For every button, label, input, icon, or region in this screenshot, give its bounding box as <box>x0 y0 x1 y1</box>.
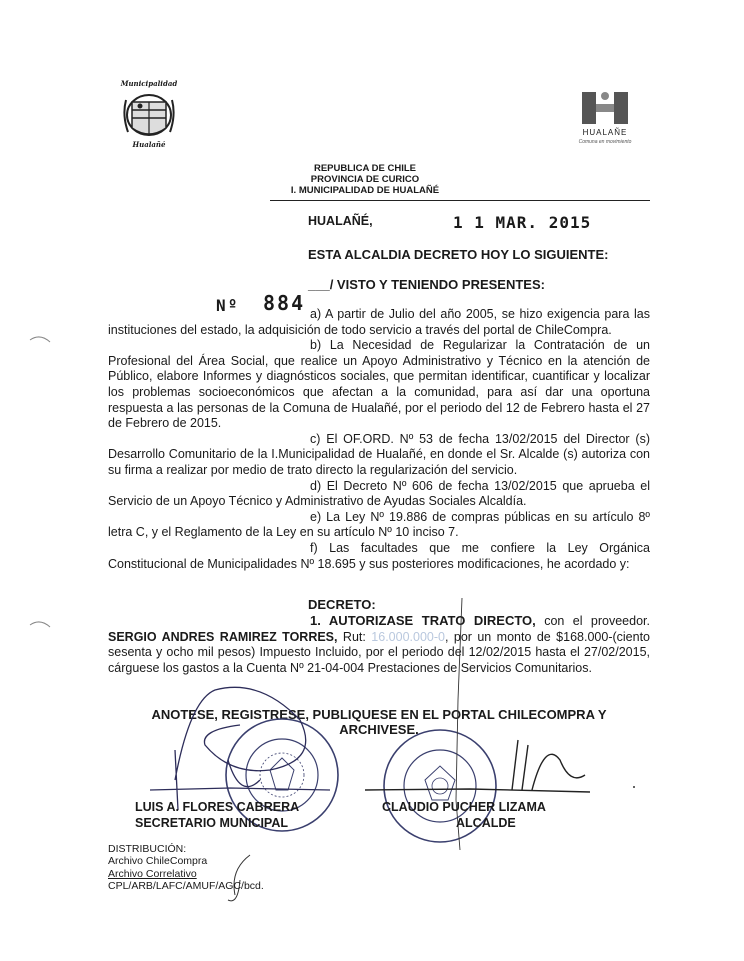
rut-label: Rut: <box>337 629 366 644</box>
distribution-item: CPL/ARB/LAFC/AMUF/AGC/bcd. <box>108 880 264 893</box>
alcalde-name: CLAUDIO PUCHER LIZAMA <box>382 800 546 814</box>
number-stamp-prefix: Nº <box>216 296 240 315</box>
decreto-item-1-text-a: con el proveedor. <box>535 614 650 628</box>
speck <box>633 786 635 788</box>
visto-heading: ___/ VISTO Y TENIENDO PRESENTES: <box>308 277 545 292</box>
date-stamp: 1 1 MAR. 2015 <box>453 213 592 232</box>
distribution-block <box>108 843 264 893</box>
considerando-c: c) El OF.ORD. Nº 53 de fecha 13/02/2015 del Director (s) Desarrollo Comunitario de la I.Municipalidad de Hualañé, en donde el Sr. Alcalde (s) autoriza con su firma a realizar por medio de trato directo la regularización del servicio. <box>108 431 650 477</box>
closing-line-1: ANOTESE, REGISTRESE, PUBLIQUESE EN EL PORTAL CHILECOMPRA Y <box>151 707 607 722</box>
header-rule <box>270 200 650 201</box>
closing-line-2: ARCHIVESE. <box>339 722 419 737</box>
considerando-a: a) A partir de Julio del año 2005, se hizo exigencia para las instituciones del estado, la adquisición de todo servicio a través del portal de ChileCompra. <box>108 307 650 337</box>
distribution-item: Archivo ChileCompra <box>108 855 208 868</box>
number-stamp-value: 884 <box>263 291 306 315</box>
alcalde-signature <box>365 740 590 792</box>
header-municipality: I. MUNICIPALIDAD DE HUALAÑÉ <box>290 185 440 196</box>
secretario-title: SECRETARIO MUNICIPAL <box>135 816 289 830</box>
decree-intro: ESTA ALCALDIA DECRETO HOY LO SIGUIENTE: <box>308 247 609 262</box>
considerando-d: d) El Decreto Nº 606 de fecha 13/02/2015 que aprueba el Servicio de un Apoyo Técnico y Administrativo de Ayudas Sociales Alcaldía. <box>108 478 650 509</box>
secretario-signature <box>150 687 330 810</box>
secretario-name: LUIS A. FLORES CABRERA <box>135 800 300 814</box>
decreto-item-1-label: 1. AUTORIZASE TRATO DIRECTO, <box>310 613 536 628</box>
considerando-e: e) La Ley Nº 19.886 de compras públicas en su artículo 8º letra C, y el Reglamento de la Ley en su artículo Nº 10 inciso 7. <box>108 509 650 540</box>
alcalde-title: ALCALDE <box>456 816 516 830</box>
decreto-item-1 <box>108 613 650 676</box>
distribution-heading: DISTRIBUCIÓN: <box>108 843 187 855</box>
distribution-item: Archivo Correlativo <box>108 867 197 880</box>
brand-tagline: Comuna en movimiento <box>578 139 632 145</box>
considerando-f: f) Las facultades que me confiere la Ley Orgánica Constitucional de Municipalidades Nº 18.695 y sus posteriores modificaciones, he acordado y: <box>108 540 650 571</box>
place-name: HUALAÑÉ, <box>308 214 373 228</box>
provider-name: SERGIO ANDRES RAMIREZ TORRES, <box>108 629 338 644</box>
municipal-logo-bottom-text: Hualañé <box>132 140 166 149</box>
header-province: PROVINCIA DE CURICO <box>310 174 420 185</box>
considerando-b: b) La Necesidad de Regularizar la Contratación de un Profesional del Área Social, que realice un Apoyo Administrativo y Técnico en la atención de Público, elabore Informes y diagnósticos sociales, que permitan identificar, cuantificar y localizar los problemas socioeconómicos que afectan a la comunidad, para así dar una oportuna respuesta a las personas de la Comuna de Hualañé, por el periodo del 12 de Febrero hasta el 27 de Febrero de 2015. <box>108 338 650 431</box>
header-country: REPUBLICA DE CHILE <box>313 163 417 174</box>
municipal-logo-top-text: Municipalidad <box>120 79 178 88</box>
decreto-item-1-text-b: , por un monto de $168.000-(ciento sesenta y ocho mil pesos) Impuesto Incluido, por el periodo del 12/02/2015 hasta el 27/02/2015, cárguese los gastos a la Cuenta Nº 21-04-004 Prestaciones de Servicios Comunitarios. <box>108 629 650 675</box>
rut-value-redacted: 16.000.000-0 <box>365 629 445 644</box>
considerandos <box>108 307 650 572</box>
decreto-heading: DECRETO: <box>308 597 376 612</box>
brand-name: HUALAÑE <box>582 128 628 137</box>
